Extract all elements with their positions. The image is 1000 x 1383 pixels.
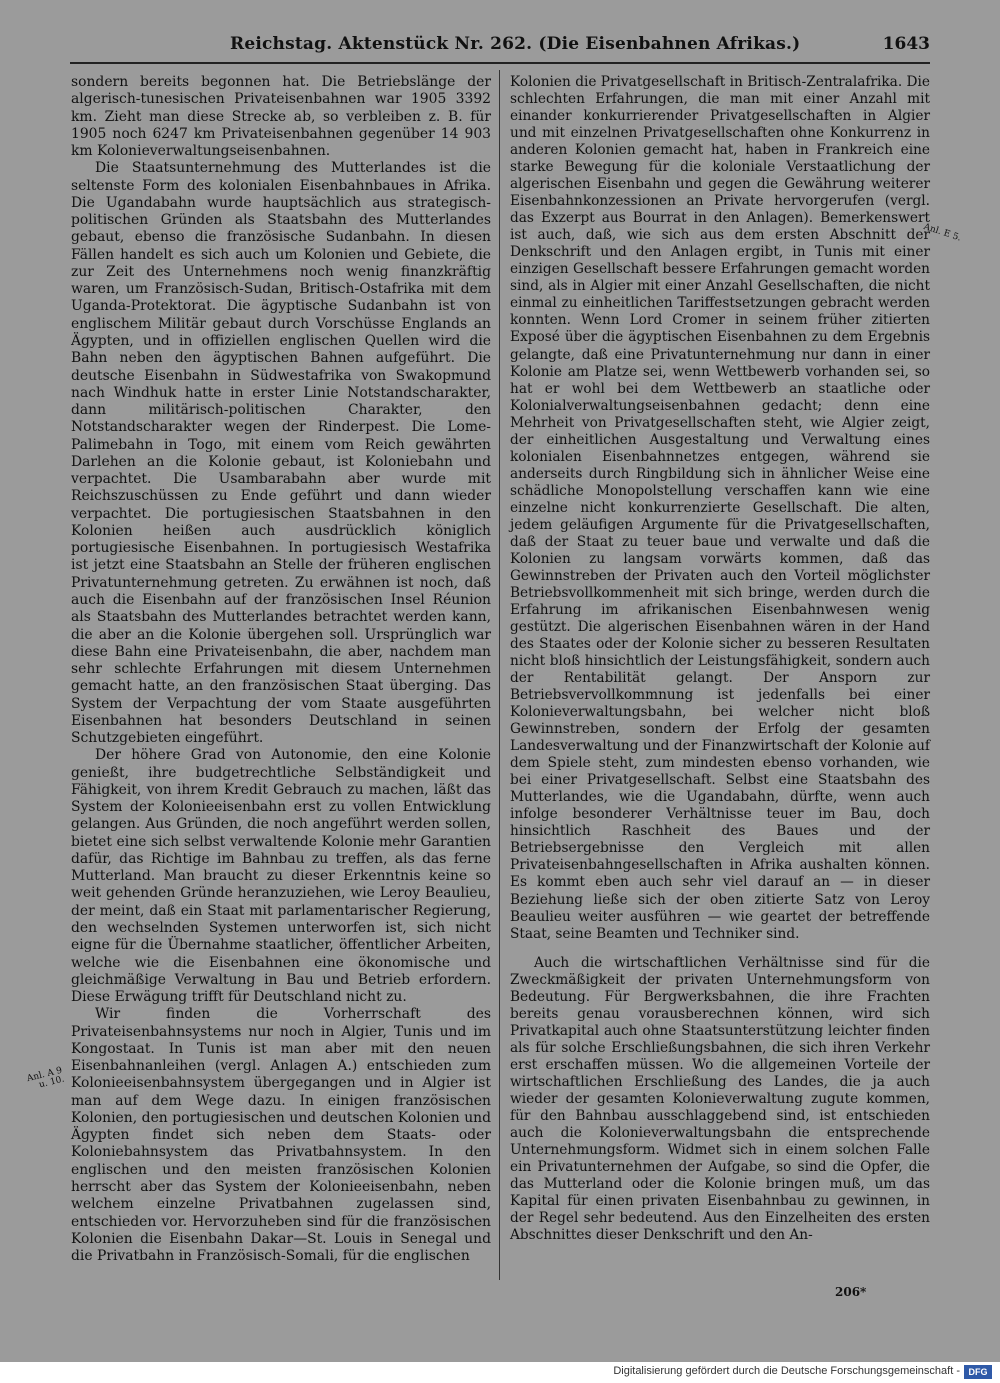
column-divider [499, 70, 500, 1280]
funding-notice: Digitalisierung gefördert durch die Deutsche Forschungsgemeinschaft - [613, 1365, 960, 1377]
margin-note-left: Anl. A 9 u. 10. [25, 1065, 66, 1091]
dfg-logo-icon: DFG [964, 1365, 992, 1379]
header-title: Reichstag. Aktenstück Nr. 262. (Die Eisenbahnen Afrikas.) [230, 34, 801, 54]
sheet-signature: 206* [835, 1285, 867, 1299]
footer-bar [0, 1362, 1000, 1383]
header-rule [70, 62, 930, 64]
margin-note-right: Anl. E 5. [922, 222, 963, 244]
paragraph: Die Staatsunternehmung des Mutterlandes ist die seltenste Form des kolonialen Eisenbahnbaues in Afrika. Die Ugandabahn wurde hauptsächlich aus strategisch-politischen Gründen als Staatsbahn des Mutterlandes gebaut, ebenso die französische Sudanbahn. In diesen Fällen handelt es sich auch um Kolonien und Gebiete, die zur Zeit des Unternehmens noch wenig finanzkräftig waren, um Französisch-Sudan, Britisch-Ostafrika mit dem Uganda-Protektorat. Die ägyptische Sudanbahn ist von englischem Militär gebaut durch Vorschüsse Englands an Ägypten, und in offiziellen englischen Quellen wird die Bahn neben den ägyptischen Bahnen aufgeführt. Die deutsche Eisenbahn in Südwestafrika von Swakopmund nach Windhuk hatte in erster Linie Notstandscharakter, dann militärisch-politischen Charakter, den Notstandscharakter wegen der Rinderpest. Die Lome-Palimebahn in Togo, mit einem vom Reich gewährten Darlehen an die Kolonie gebaut, ist Koloniebahn und verpachtet. Die Usambarabahn aber wurde mit Reichszuschüssen zu Ende geführt und dann wieder verpachtet. Die portugiesischen Staatsbahnen in den Kolonien heißen auch ausdrücklich königlich portugiesische Eisenbahnen. In portugiesisch Westafrika ist jetzt eine Staatsbahn an Stelle der früheren englischen Privatunternehmung getreten. Zu erwähnen ist noch, daß auch die Eisenbahn auf der französischen Insel Réunion als Staatsbahn des Mutterlandes betrachtet werden kann, die aber an die Kolonie übergehen soll. Ursprünglich war diese Bahn eine Privateisenbahn, die aber, nachdem man sehr schlechte Erfahrungen mit diesem Unternehmen gemacht hatte, an den französischen Staat überging. Das System der Verpachtung der vom Staate ausgeführten Eisenbahnen hat besonders Deutschland in seinen Schutzgebieten eingeführt. [71, 160, 491, 747]
page-number: 1643 [882, 34, 930, 54]
running-header [230, 30, 930, 58]
paragraph: Auch die wirtschaftlichen Verhältnisse sind für die Zweckmäßigkeit der privaten Unternehmungsform von Bedeutung. Für Bergwerksbahnen, die ihre Frachten bereits genau vorausberechnen können, wird sich Privatkapital auch ohne Staatsunterstützung leichter finden als für solche Erschließungsbahnen, die sich ihren Verkehr erst erschaffen müssen. Wo die allgemeinen Vorteile der wirtschaftlichen Erschließung des Landes, die ja auch wieder der gesamten Kolonieverwaltung zugute kommen, für den Bahnbau ausschlaggebend sind, ist entschieden auch die Kolonieverwaltungsbahn die entsprechende Unternehmungsform. Widmet sich in einem solchen Falle ein Privatunternehmen der Aufgabe, so sind die Opfer, die das Mutterland oder die Kolonie bringen muß, um das Kapital für einen privaten Eisenbahnbau zu gewinnen, in der Regel sehr bedeutend. Aus den Einzelheiten des ersten Abschnittes dieser Denkschrift und den An- [510, 954, 930, 1244]
paragraph: sondern bereits begonnen hat. Die Betriebslänge der algerisch-tunesischen Privateisenbahnen war 1905 3392 km. Zieht man diese Strecke ab, so verbleiben z. B. für 1905 noch 6247 km Privateisenbahnen gegenüber 14 903 km Kolonieverwaltungseisenbahnen. [71, 74, 491, 160]
left-column [71, 74, 491, 1265]
paragraph: Kolonien die Privatgesellschaft in Britisch-Zentralafrika. Die schlechten Erfahrungen, die man mit einer Anzahl mit einander konkurrierender Privatgesellschaften in Algier und mit einzelnen Privatgesellschaften ohne Konkurrenz in anderen Kolonien gemacht hat, haben in Frankreich eine starke Bewegung für die koloniale Verstaatlichung der algerischen Eisenbahn und gegen die Gewährung weiterer Eisenbahnkonzessionen an Private hervorgerufen (vergl. das Exzerpt aus Bourrat in den Anlagen). Bemerkenswert ist auch, daß, wie sich aus dem ersten Abschnitt der Denkschrift und den Anlagen ergibt, in Tunis mit einer einzigen Gesellschaft bessere Erfahrungen gemacht worden sind, als in Algier mit einer Anzahl Gesellschaften, die nicht einmal zu einheitlichen Tariffestsetzungen gebracht werden konnten. Wenn Lord Cromer in seinem früher zitierten Exposé über die ägyptischen Eisenbahnen zu dem Ergebnis gelangte, daß eine Privatunternehmung nur dann in einer Kolonie am Platze sei, wenn Wettbewerb vorhanden sei, so hat er wohl bei dem Wettbewerb an staatliche oder Kolonialverwaltungseisenbahnen gedacht; denn eine Mehrheit von Privatgesellschaften steht, wie Algier zeigt, der einheitlichen Ausgestaltung und Verwaltung eines kolonialen Eisenbahnnetzes entgegen, während sie anderseits durch Ringbildung sich in ähnlicher Weise eine schädliche Monopolstellung verschaffen kann wie eine einzelne nicht konkurrenzierte Gesellschaft. Die alten, jedem geläufigen Argumente für die Privatgesellschaften, daß der Staat zu teuer baue und verwalte und daß die Kolonien zu langsam vorwärts kommen, daß das Gewinnstreben der Privaten auch den Vorteil möglichster Betriebsvollkommenheit mit sich bringe, werden durch die Erfahrung im afrikanischen Eisenbahnwesen wenig gestützt. Die algerischen Eisenbahnen wären in der Hand des Staates oder der Kolonie sicher zu besseren Resultaten nicht bloß hinsichtlich der Leistungsfähigkeit, sondern auch der Rentabilität gelangt. Der Ansporn zur Betriebsvervollkommnung ist jedenfalls bei einer Kolonieverwaltungsbahn, bei welcher nicht bloß Gewinnstreben, sondern der Erfolg der gesamten Landesverwaltung und der Finanzwirtschaft der Kolonie auf dem Spiele steht, zum mindesten ebenso vorhanden, wie bei einer Privatgesellschaft. Selbst eine Staatsbahn des Mutterlandes, wie die Ugandabahn, dürfte, wenn auch infolge besonderer Verhältnisse teuer im Bau, doch hinsichtlich Raschheit des Baues und der Betriebsergebnisse den Vergleich mit allen Privateisenbahngesellschaften in Afrika aushalten können. Es kommt eben auch sehr viel darauf an — in dieser Beziehung ließe sich der oben zitierte Satz von Leroy Beaulieu weiter ausführen — wie geartet der betreffende Staat, seine Beamten und Techniker sind. [510, 74, 930, 942]
right-column [510, 74, 930, 1244]
paragraph: Der höhere Grad von Autonomie, den eine Kolonie genießt, ihre budgetrechtliche Selbständigkeit und Fähigkeit, von ihrem Kredit Gebrauch zu machen, läßt das System der Kolonieeisenbahn erst zu vollen Entwicklung gelangen. Aus Gründen, die noch angeführt werden sollen, bietet eine sich selbst verwaltende Kolonie mehr Garantien dafür, das Richtige im Bahnbau zu treffen, als das ferne Mutterland. Man braucht zu dieser Erkenntnis keine so weit gehenden Gründe heranzuziehen, wie Leroy Beaulieu, der meint, daß ein Staat mit parlamentarischer Regierung, den wechselnden Systemen unterworfen ist, sich nicht eigne für die Übernahme staatlicher, öffentlicher Arbeiten, welche wie die Eisenbahnen eine ökonomische und gleichmäßige Verwaltung in Bau und Betrieb erfordern. Diese Erwägung trifft für Deutschland nicht zu. [71, 747, 491, 1006]
paragraph: Wir finden die Vorherrschaft des Privateisenbahnsystems nur noch in Algier, Tunis und im Kongostaat. In Tunis ist man aber mit den neuen Eisenbahnanleihen (vergl. Anlagen A.) entschieden zum Kolonieeisenbahnsystem übergegangen und in Algier ist man auf dem Wege dazu. In einigen französischen Kolonien, den portugiesischen und deutschen Kolonien und Ägypten findet sich neben dem Staats- oder Koloniebahnsystem das Privatbahnsystem. In den englischen und den meisten französischen Kolonien herrscht aber das System der Kolonieeisenbahn, neben welchem einzelne Privatbahnen zugelassen sind, entschieden vor. Hervorzuheben sind für die französischen Kolonien die Eisenbahn Dakar—St. Louis in Senegal und die Privatbahn in Französisch-Somali, für die englischen [71, 1006, 491, 1265]
